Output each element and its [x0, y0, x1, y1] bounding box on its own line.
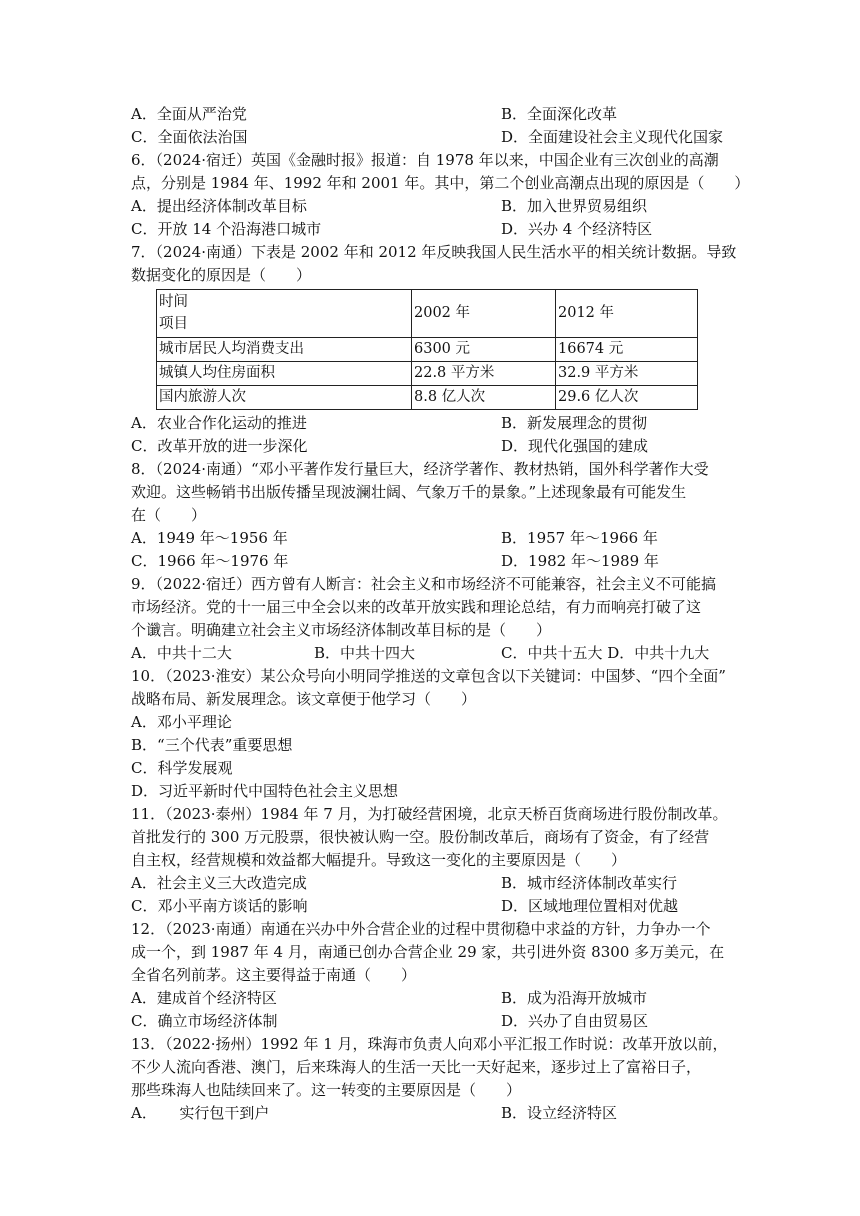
q10-stem-line2: 战略布局、新发展理念。该文章便于他学习（ ） — [131, 690, 477, 708]
table-cell-item: 国内旅游人次 — [157, 386, 412, 410]
q8-options-row1 — [131, 527, 731, 550]
q11-options-row2 — [131, 895, 731, 918]
table-cell-2002: 6300 元 — [412, 338, 556, 362]
q7-stem-line1: 7．（2024·南通）下表是 2002 年和 2012 年反映我国人民生活水平的相关统计数据。导致 — [131, 243, 737, 261]
q6-stem-line2: 点，分别是 1984 年、1992 年和 2001 年。其中，第二个创业高潮点出现的原因是（ ） — [131, 174, 750, 192]
q11-option-c[interactable]: C．邓小平南方谈话的影响 — [131, 897, 308, 915]
q12-stem-line1: 12．（2023·南通）南通在兴办中外合营企业的过程中贯彻稳中求益的方针，力争办一个 — [131, 920, 711, 938]
q9-option-b[interactable]: B．中共十四大 — [314, 644, 416, 662]
q5-options-row2 — [131, 126, 731, 149]
table-row — [157, 338, 698, 362]
q10-option-a[interactable]: A．邓小平理论 — [131, 713, 232, 731]
q6-option-b[interactable]: B．加入世界贸易组织 — [501, 197, 648, 215]
q10-option-d[interactable]: D．习近平新时代中国特色社会主义思想 — [131, 782, 399, 800]
q12-option-b[interactable]: B．成为沿海开放城市 — [501, 989, 648, 1007]
q9-stem-line1: 9．（2022·宿迁）西方曾有人断言：社会主义和市场经济不可能兼容，社会主义不可能搞 — [131, 575, 716, 593]
header-time-label: 时间 — [159, 294, 188, 310]
q13-stem-line1: 13．（2022·扬州）1992 年 1 月，珠海市负责人向邓小平汇报工作时说：改革开放以前， — [131, 1035, 728, 1053]
q13-option-a[interactable]: A． 实行包干到户 — [131, 1104, 270, 1122]
q9-options-row — [131, 642, 731, 665]
table-row — [157, 362, 698, 386]
q10-option-b[interactable]: B．“三个代表”重要思想 — [131, 736, 293, 754]
table-cell-2012: 29.6 亿人次 — [556, 386, 698, 410]
q6-option-a[interactable]: A．提出经济体制改革目标 — [131, 197, 307, 215]
q6-options-row1 — [131, 195, 731, 218]
q7-option-b[interactable]: B．新发展理念的贯彻 — [501, 414, 648, 432]
q5-option-b[interactable]: B．全面深化改革 — [501, 105, 618, 123]
q9-option-cd[interactable]: C．中共十五大 D．中共十九大 — [501, 644, 710, 662]
q10-stem-line1: 10．（2023·淮安）某公众号向小明同学推送的文章包含以下关键词：中国梦、“四个全面” — [131, 667, 726, 685]
table-header-row — [157, 290, 698, 338]
q8-options-row2 — [131, 550, 731, 573]
table-cell-item: 城市居民人均消费支出 — [157, 338, 412, 362]
q13-stem-line2: 不少人流向香港、澳门，后来珠海人的生活一天比一天好起来，逐步过上了富裕日子， — [131, 1058, 702, 1076]
q7-option-a[interactable]: A．农业合作化运动的推进 — [131, 414, 307, 432]
q8-stem-line1: 8．（2024·南通）“邓小平著作发行量巨大，经济学著作、教材热销，国外科学著作大受 — [131, 460, 709, 478]
header-col-2002: 2002 年 — [412, 290, 556, 338]
q9-stem-line3: 个谶言。明确建立社会主义市场经济体制改革目标的是（ ） — [131, 621, 552, 639]
table-header-corner — [157, 290, 412, 338]
q7-option-c[interactable]: C．改革开放的进一步深化 — [131, 437, 308, 455]
header-item-label: 项目 — [159, 316, 188, 332]
table-cell-2012: 32.9 平方米 — [556, 362, 698, 386]
q6-option-d[interactable]: D．兴办 4 个经济特区 — [501, 220, 653, 238]
q13-options-row1 — [131, 1102, 731, 1125]
q12-options-row1 — [131, 987, 731, 1010]
q11-option-a[interactable]: A．社会主义三大改造完成 — [131, 874, 307, 892]
q11-stem-line2: 首批发行的 300 万元股票，很快被认购一空。股份制改革后，商场有了资金，有了经营 — [131, 828, 710, 846]
table-cell-2012: 16674 元 — [556, 338, 698, 362]
q8-option-a[interactable]: A．1949 年～1956 年 — [131, 529, 288, 547]
q7-stem-line2: 数据变化的原因是（ ） — [131, 266, 312, 284]
q7-data-table — [156, 289, 698, 410]
q12-option-a[interactable]: A．建成首个经济特区 — [131, 989, 277, 1007]
table-cell-2002: 22.8 平方米 — [412, 362, 556, 386]
q12-stem-line2: 成一个，到 1987 年 4 月，南通已创办合营企业 29 家，共引进外资 8300 多万美元，在 — [131, 943, 725, 961]
q6-stem-line1: 6．（2024·宿迁）英国《金融时报》报道：自 1978 年以来，中国企业有三次创业的高潮 — [131, 151, 719, 169]
table-row — [157, 386, 698, 410]
q5-option-a[interactable]: A．全面从严治党 — [131, 105, 247, 123]
q6-option-c[interactable]: C．开放 14 个沿海港口城市 — [131, 220, 322, 238]
q9-option-a[interactable]: A．中共十二大 — [131, 644, 232, 662]
header-col-2012: 2012 年 — [556, 290, 698, 338]
table-cell-2002: 8.8 亿人次 — [412, 386, 556, 410]
q13-stem-line3: 那些珠海人也陆续回来了。这一转变的主要原因是（ ） — [131, 1081, 522, 1099]
q11-stem-line1: 11．（2023·泰州）1984 年 7 月，为打破经营困境，北京天桥百货商场进行股份制改革。 — [131, 805, 728, 823]
q8-option-d[interactable]: D．1982 年～1989 年 — [501, 552, 659, 570]
q12-stem-line3: 全省名列前茅。这主要得益于南通（ ） — [131, 966, 417, 984]
q12-option-c[interactable]: C．确立市场经济体制 — [131, 1012, 278, 1030]
q8-stem-line2: 欢迎。这些畅销书出版传播呈现波澜壮阔、气象万千的景象。”上述现象最有可能发生 — [131, 483, 687, 501]
q8-stem-line3: 在（ ） — [131, 506, 207, 524]
q5-option-c[interactable]: C．全面依法治国 — [131, 128, 248, 146]
table-cell-item: 城镇人均住房面积 — [157, 362, 412, 386]
q8-option-c[interactable]: C．1966 年～1976 年 — [131, 552, 289, 570]
q7-options-row2 — [131, 435, 731, 458]
q10-option-c[interactable]: C．科学发展观 — [131, 759, 233, 777]
q11-option-b[interactable]: B．城市经济体制改革实行 — [501, 874, 678, 892]
q7-options-row1 — [131, 412, 731, 435]
q5-option-d[interactable]: D．全面建设社会主义现代化国家 — [501, 128, 724, 146]
q12-option-d[interactable]: D．兴办了自由贸易区 — [501, 1012, 649, 1030]
exam-page — [131, 103, 750, 1125]
q6-options-row2 — [131, 218, 731, 241]
q13-option-b[interactable]: B．设立经济特区 — [501, 1104, 618, 1122]
q11-options-row1 — [131, 872, 731, 895]
q9-stem-line2: 市场经济。党的十一届三中全会以来的改革开放实践和理论总结，有力而响亮打破了这 — [131, 598, 702, 616]
q11-option-d[interactable]: D．区域地理位置相对优越 — [501, 897, 679, 915]
q12-options-row2 — [131, 1010, 731, 1033]
q7-option-d[interactable]: D．现代化强国的建成 — [501, 437, 649, 455]
q11-stem-line3: 自主权，经营规模和效益都大幅提升。导致这一变化的主要原因是（ ） — [131, 851, 627, 869]
q5-options-row1 — [131, 103, 731, 126]
q8-option-b[interactable]: B．1957 年～1966 年 — [501, 529, 658, 547]
